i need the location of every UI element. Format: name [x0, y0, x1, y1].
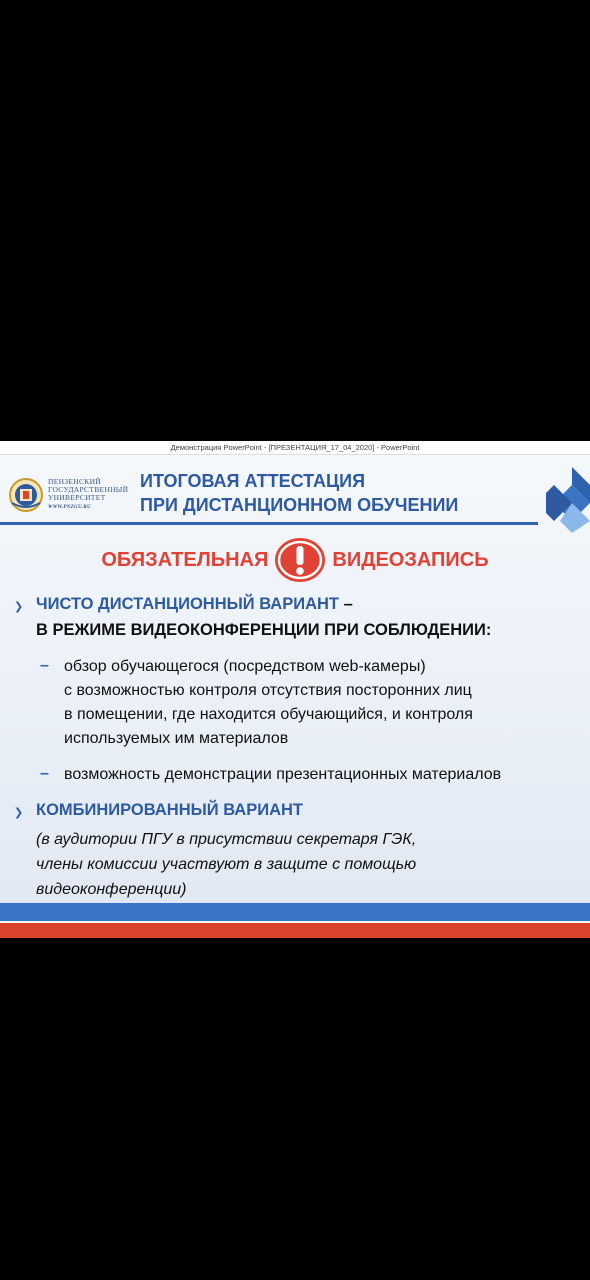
slide-title-line1: ИТОГОВАЯ АТТЕСТАЦИЯ — [140, 471, 366, 491]
window-title-bar — [0, 441, 590, 455]
bullet2-line2: члены комиссии участвуют в защите с помощью — [36, 856, 417, 873]
university-crest-icon — [8, 477, 44, 513]
bullet2-body — [36, 827, 416, 902]
bullet1-title-line2: В РЕЖИМЕ ВИДЕОКОНФЕРЕНЦИИ ПРИ СОБЛЮДЕНИИ: — [36, 621, 492, 639]
bullet-arrow-icon: ❯ — [14, 601, 24, 613]
bullet1-title-blue: ЧИСТО ДИСТАНЦИОННЫЙ ВАРИАНТ — [36, 595, 339, 613]
footer-blue-band — [0, 903, 590, 921]
sub-bullet1 — [64, 655, 473, 751]
logo-line3: УНИВЕРСИТЕТ — [48, 493, 106, 502]
presentation-slide[interactable] — [0, 455, 590, 938]
exclamation-icon — [274, 537, 326, 583]
mandatory-video-banner — [0, 535, 590, 585]
slide-title — [140, 469, 530, 517]
sub-bullet1-line4: используемых им материалов — [64, 730, 289, 747]
mandatory-left-text: ОБЯЗАТЕЛЬНАЯ — [101, 548, 269, 571]
bullet2-title: КОМБИНИРОВАННЫЙ ВАРИАНТ — [36, 801, 303, 819]
mandatory-right-text: ВИДЕОЗАПИСЬ — [332, 548, 489, 571]
bullet1-title-dash: – — [339, 595, 353, 613]
sub-bullet1-line3: в помещении, где находится обучающийся, и контроля — [64, 706, 473, 723]
logo-url: WWW.PNZGU.RU — [48, 505, 91, 510]
logo-line2: ГОСУДАРСТВЕННЫЙ — [48, 485, 129, 494]
university-logo — [8, 475, 138, 517]
bullet2-line3: видеоконференции) — [36, 881, 187, 898]
title-underline — [0, 522, 538, 525]
bullet2-line1: (в аудитории ПГУ в присутствии секретаря ГЭК, — [36, 831, 417, 848]
sub-bullet1-line2: с возможностью контроля отсутствия посторонних лиц — [64, 682, 472, 699]
window-title: Демонстрация PowerPoint - [ПРЕЗЕНТАЦИЯ_17_04_2020] - PowerPoint — [170, 443, 420, 452]
decorative-diamonds-icon — [546, 467, 590, 533]
sub-bullet2: возможность демонстрации презентационных материалов — [64, 766, 502, 783]
sub-bullet1-line1: обзор обучающегося (посредством web-камеры) — [64, 658, 426, 675]
slide-title-line2: ПРИ ДИСТАНЦИОННОМ ОБУЧЕНИИ — [140, 495, 459, 515]
footer-red-band — [0, 923, 590, 938]
sub-bullet-dash: – — [40, 765, 49, 782]
logo-line1: ПЕНЗЕНСКИЙ — [48, 477, 102, 486]
sub-bullet-dash: – — [40, 657, 49, 674]
bullet1-title — [36, 595, 353, 614]
bullet-arrow-icon: ❯ — [14, 807, 24, 819]
